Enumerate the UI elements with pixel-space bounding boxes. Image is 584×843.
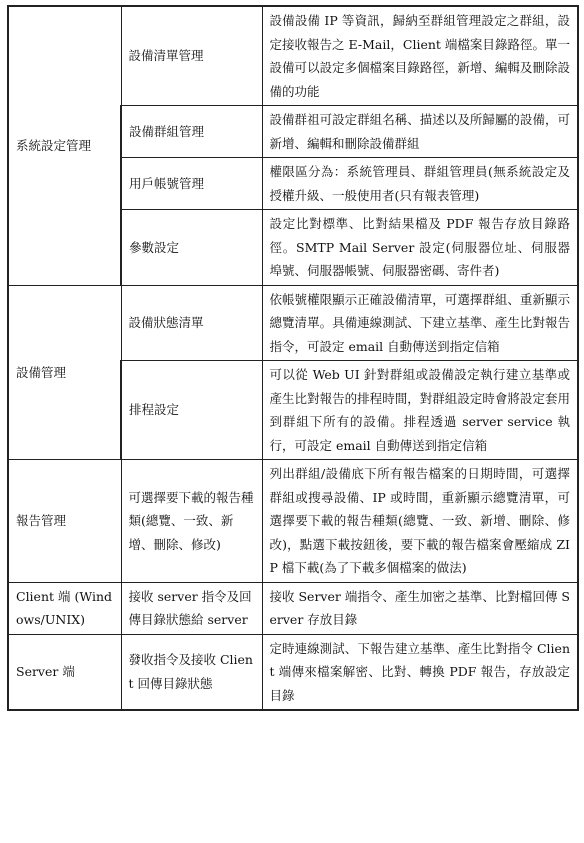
category-cell: 系統設定管理 (8, 6, 121, 285)
category-cell: Server 端 (8, 634, 121, 710)
function-cell: 參數設定 (121, 210, 262, 286)
description-cell: 設備設備 IP 等資訊，歸納至群組管理設定之群組，設定接收報告之 E-Mail，Client 端檔案目錄路徑。單一設備可以設定多個檔案目錄路徑，新增、編輯及刪除設備的功能 (262, 6, 578, 106)
function-cell: 設備清單管理 (121, 6, 262, 106)
table-row (8, 634, 578, 710)
function-cell: 設備狀態清單 (121, 285, 262, 361)
table-row (8, 582, 578, 634)
description-cell: 設定比對標準、比對結果檔及 PDF 報告存放目錄路徑。SMTP Mail Server 設定(伺服器位址、伺服器埠號、伺服器帳號、伺服器密碼、寄件者) (262, 210, 578, 286)
function-cell: 接收 server 指令及回傳目錄狀態給 server (121, 582, 262, 634)
description-cell: 接收 Server 端指令、產生加密之基準、比對檔回傳 Server 存放目錄 (262, 582, 578, 634)
description-cell: 權限區分為：系統管理員、群組管理員(無系統設定及授權升級、一般使用者(只有報表管理) (262, 158, 578, 210)
function-cell: 用戶帳號管理 (121, 158, 262, 210)
function-cell: 排程設定 (121, 361, 262, 460)
category-cell: Client 端 (Windows/UNIX) (8, 582, 121, 634)
description-cell: 定時連線測試、下報告建立基準、產生比對指令 Client 端傳來檔案解密、比對、轉換 PDF 報告，存放設定目錄 (262, 634, 578, 710)
table-row (8, 460, 578, 583)
description-cell: 設備群祖可設定群組名稱、描述以及所歸屬的設備，可新增、編輯和刪除設備群組 (262, 106, 578, 158)
description-cell: 依帳號權限顯示正確設備清單，可選擇群組、重新顯示總覽清單。具備連線測試、下建立基準、產生比對報告指令，可設定 email 自動傳送到指定信箱 (262, 285, 578, 361)
table-row (8, 6, 578, 106)
description-cell: 列出群組/設備底下所有報告檔案的日期時間，可選擇群組或搜尋設備、IP 或時間，重新顯示總覽清單，可選擇要下載的報告種類(總覽、一致、新增、刪除、修改)，點選下載按鈕後，要下載的報告檔案會壓縮成 ZIP 檔下載(為了下載多個檔案的做法) (262, 460, 578, 583)
function-cell: 設備群組管理 (121, 106, 262, 158)
function-cell: 可選擇要下載的報告種類(總覽、一致、新增、刪除、修改) (121, 460, 262, 583)
category-cell: 設備管理 (8, 285, 121, 460)
function-cell: 發收指令及接收 Client 回傳目錄狀態 (121, 634, 262, 710)
description-cell: 可以從 Web UI 針對群組或設備設定執行建立基準或產生比對報告的排程時間，對群組設定時會將設定套用到群組下所有的設備。排程透過 server service 執行，可設定 email 自動傳送到指定信箱 (262, 361, 578, 460)
table-row (8, 285, 578, 361)
category-cell: 報告管理 (8, 460, 121, 583)
spec-table-container (7, 5, 577, 711)
function-spec-table (7, 5, 579, 711)
